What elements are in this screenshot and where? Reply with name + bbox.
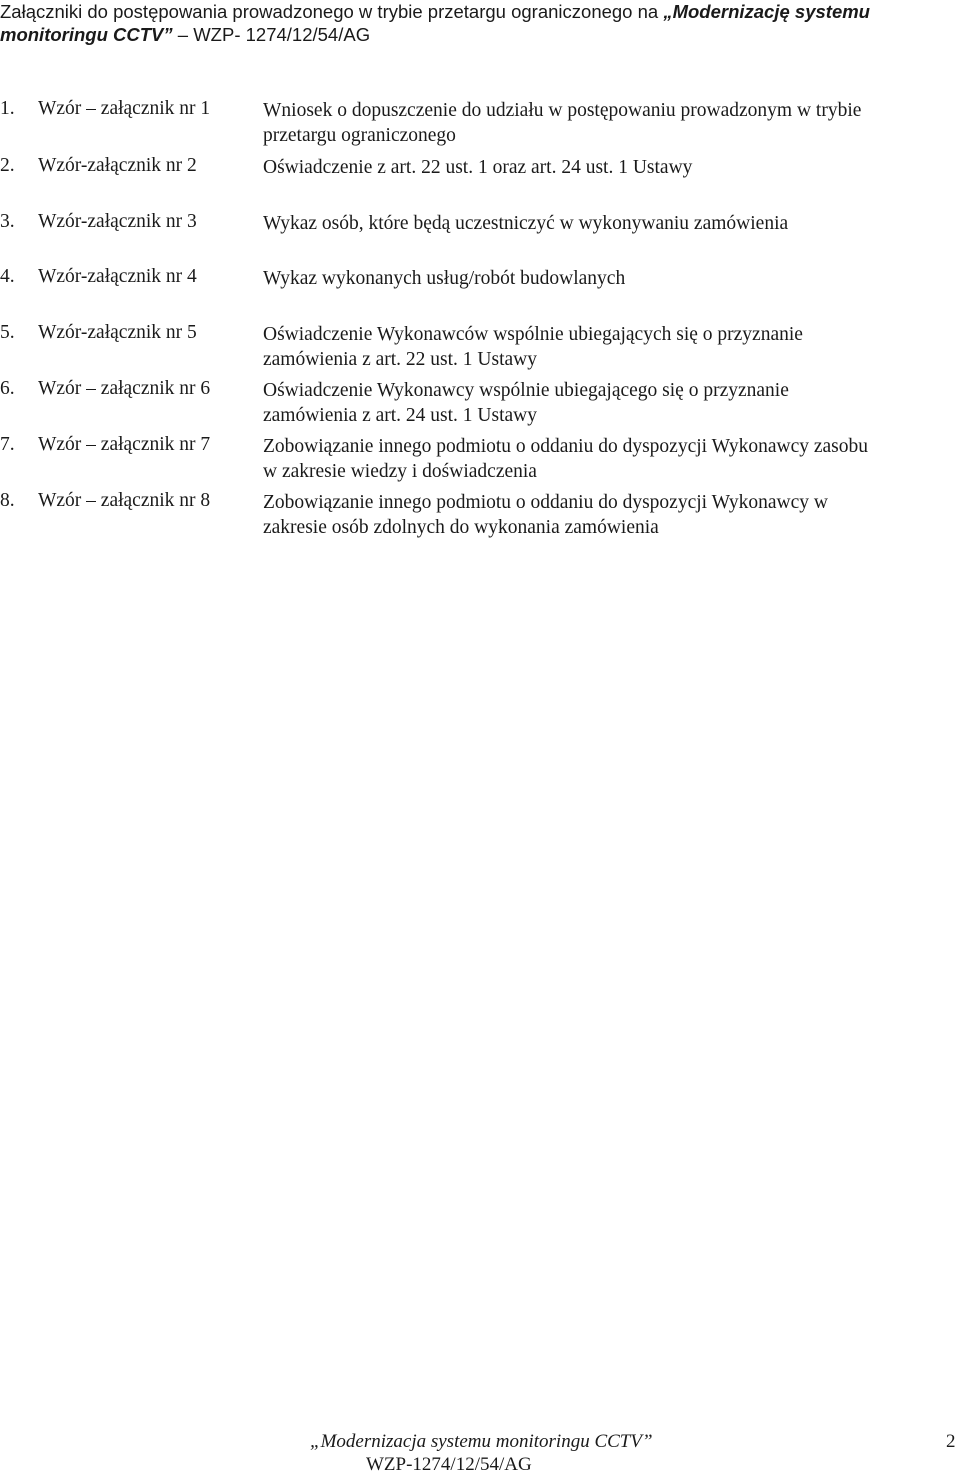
attachment-description-line: Oświadczenie Wykonawców wspólnie ubiegających się o przyznanie bbox=[263, 324, 803, 345]
header-text: Załączniki do postępowania prowadzonego w trybie przetargu ograniczonego na bbox=[0, 1, 664, 22]
attachment-description bbox=[263, 434, 953, 484]
attachment-number: 6. bbox=[0, 378, 15, 399]
attachment-label: Wzór – załącznik nr 7 bbox=[38, 434, 211, 455]
header-project-name-cont: monitoringu CCTV” bbox=[0, 24, 173, 45]
attachment-number: 3. bbox=[0, 211, 15, 232]
attachment-label: Wzór – załącznik nr 1 bbox=[38, 98, 211, 119]
attachment-label: Wzór-załącznik nr 3 bbox=[38, 211, 197, 232]
attachment-number: 5. bbox=[0, 322, 15, 343]
attachment-description bbox=[263, 211, 953, 236]
attachment-description-line: zamówienia z art. 24 ust. 1 Ustawy bbox=[263, 405, 538, 426]
attachment-description bbox=[263, 98, 953, 148]
footer-title: „Modernizacja systemu monitoringu CCTV” bbox=[310, 1431, 653, 1452]
header-line-1 bbox=[0, 0, 950, 23]
attachment-description bbox=[263, 155, 953, 180]
attachment-description-line: Wykaz wykonanych usług/robót budowlanych bbox=[263, 268, 626, 289]
attachment-number: 4. bbox=[0, 266, 15, 287]
attachment-number: 2. bbox=[0, 155, 15, 176]
attachment-description bbox=[263, 490, 953, 540]
attachment-number: 7. bbox=[0, 434, 15, 455]
header-reference: – WZP- 1274/12/54/AG bbox=[172, 24, 371, 45]
attachment-description-line: zakresie osób zdolnych do wykonania zamówienia bbox=[263, 517, 659, 538]
attachment-description-line: Zobowiązanie innego podmiotu o oddaniu do dyspozycji Wykonawcy w bbox=[263, 492, 828, 513]
header-line-2 bbox=[0, 23, 950, 46]
footer-reference: WZP-1274/12/54/AG bbox=[366, 1454, 532, 1475]
attachment-label: Wzór-załącznik nr 4 bbox=[38, 266, 197, 287]
attachment-description-line: w zakresie wiedzy i doświadczenia bbox=[263, 461, 537, 482]
attachment-description-line: Zobowiązanie innego podmiotu o oddaniu do dyspozycji Wykonawcy zasobu bbox=[263, 436, 869, 457]
attachment-description bbox=[263, 378, 953, 428]
attachment-label: Wzór-załącznik nr 2 bbox=[38, 155, 197, 176]
attachment-label: Wzór – załącznik nr 8 bbox=[38, 490, 211, 511]
attachment-description bbox=[263, 266, 953, 291]
attachment-label: Wzór – załącznik nr 6 bbox=[38, 378, 211, 399]
page-number: 2 bbox=[946, 1431, 956, 1452]
attachment-number: 1. bbox=[0, 98, 15, 119]
document-header bbox=[0, 0, 950, 46]
attachment-description-line: przetargu ograniczonego bbox=[263, 125, 456, 146]
attachment-description bbox=[263, 322, 953, 372]
attachment-description-line: Oświadczenie z art. 22 ust. 1 oraz art. 24 ust. 1 Ustawy bbox=[263, 157, 693, 178]
attachment-label: Wzór-załącznik nr 5 bbox=[38, 322, 197, 343]
header-project-name: „Modernizację systemu bbox=[663, 1, 870, 22]
attachment-description-line: Wniosek o dopuszczenie do udziału w postępowaniu prowadzonym w trybie bbox=[263, 100, 862, 121]
attachment-description-line: zamówienia z art. 22 ust. 1 Ustawy bbox=[263, 349, 538, 370]
attachment-number: 8. bbox=[0, 490, 15, 511]
attachment-description-line: Wykaz osób, które będą uczestniczyć w wykonywaniu zamówienia bbox=[263, 213, 789, 234]
attachment-description-line: Oświadczenie Wykonawcy wspólnie ubiegającego się o przyznanie bbox=[263, 380, 789, 401]
